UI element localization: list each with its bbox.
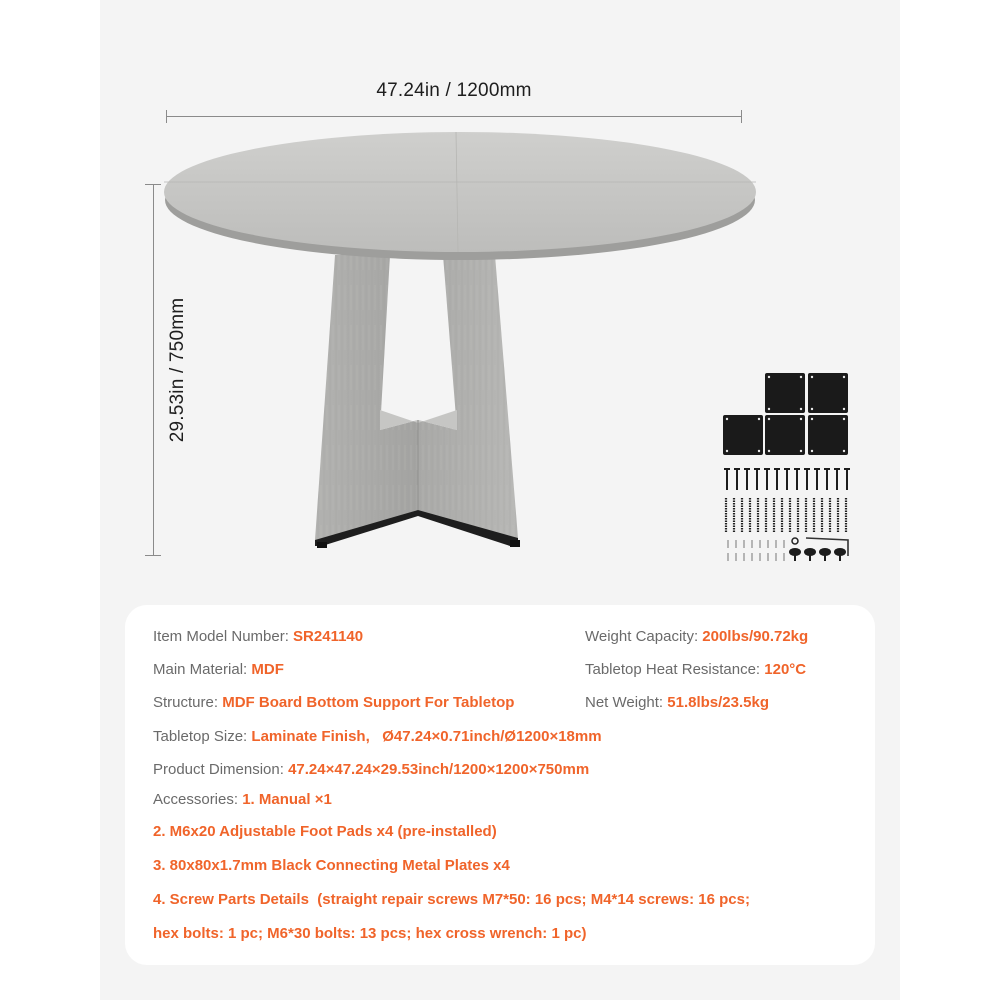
spec-label: Item Model Number: — [153, 628, 294, 645]
height-dimension-line — [153, 184, 154, 556]
spec-value: Laminate Finish, Ø47.24×0.71inch/Ø1200×18mm — [251, 728, 602, 745]
spec-value: 120°C — [764, 661, 807, 678]
spec-value: MDF — [251, 661, 284, 678]
spec-value: 200lbs/90.72kg — [702, 628, 809, 645]
accessory-screw-details-cont: hex bolts: 1 pc; M6*30 bolts: 13 pcs; hex cross wrench: 1 pc) — [153, 925, 587, 942]
spec-label: Accessories: — [153, 791, 243, 808]
spec-label: Structure: — [153, 694, 223, 711]
accessory-foot-pads: 2. M6x20 Adjustable Foot Pads x4 (pre-installed) — [153, 823, 497, 840]
table-product-image — [160, 120, 760, 560]
spec-value: 51.8lbs/23.5kg — [667, 694, 769, 711]
spec-value: 1. Manual ×1 — [242, 791, 332, 808]
spec-net-weight — [585, 693, 769, 713]
spec-accessories — [153, 790, 332, 810]
hardware-accessories-image — [710, 360, 870, 580]
spec-label: Weight Capacity: — [585, 628, 703, 645]
spec-structure — [153, 693, 514, 713]
spec-label: Net Weight: — [585, 694, 668, 711]
spec-product-dimension — [153, 760, 589, 780]
spec-main-material — [153, 660, 284, 680]
spec-heat-resistance — [585, 660, 806, 680]
accessory-metal-plates: 3. 80x80x1.7mm Black Connecting Metal Plates x4 — [153, 857, 510, 874]
specifications-card — [125, 605, 875, 965]
spec-label: Main Material: — [153, 661, 252, 678]
spec-value: SR241140 — [293, 628, 364, 645]
spec-label: Tabletop Heat Resistance: — [585, 661, 765, 678]
spec-tabletop-size — [153, 727, 602, 747]
accessory-screw-details: 4. Screw Parts Details (straight repair screws M7*50: 16 pcs; M4*14 screws: 16 pcs; — [153, 891, 750, 908]
width-dimension-label: 47.24in / 1200mm — [376, 80, 532, 101]
spec-label: Product Dimension: — [153, 761, 289, 778]
spec-value: MDF Board Bottom Support For Tabletop — [222, 694, 515, 711]
spec-weight-capacity — [585, 627, 808, 647]
spec-label: Tabletop Size: — [153, 728, 252, 745]
spec-value: 47.24×47.24×29.53inch/1200×1200×750mm — [288, 761, 590, 778]
spec-item-model-number — [153, 627, 363, 647]
width-dimension-line — [166, 116, 742, 117]
height-dimension-text: 29.53in / 750mm — [167, 297, 188, 443]
